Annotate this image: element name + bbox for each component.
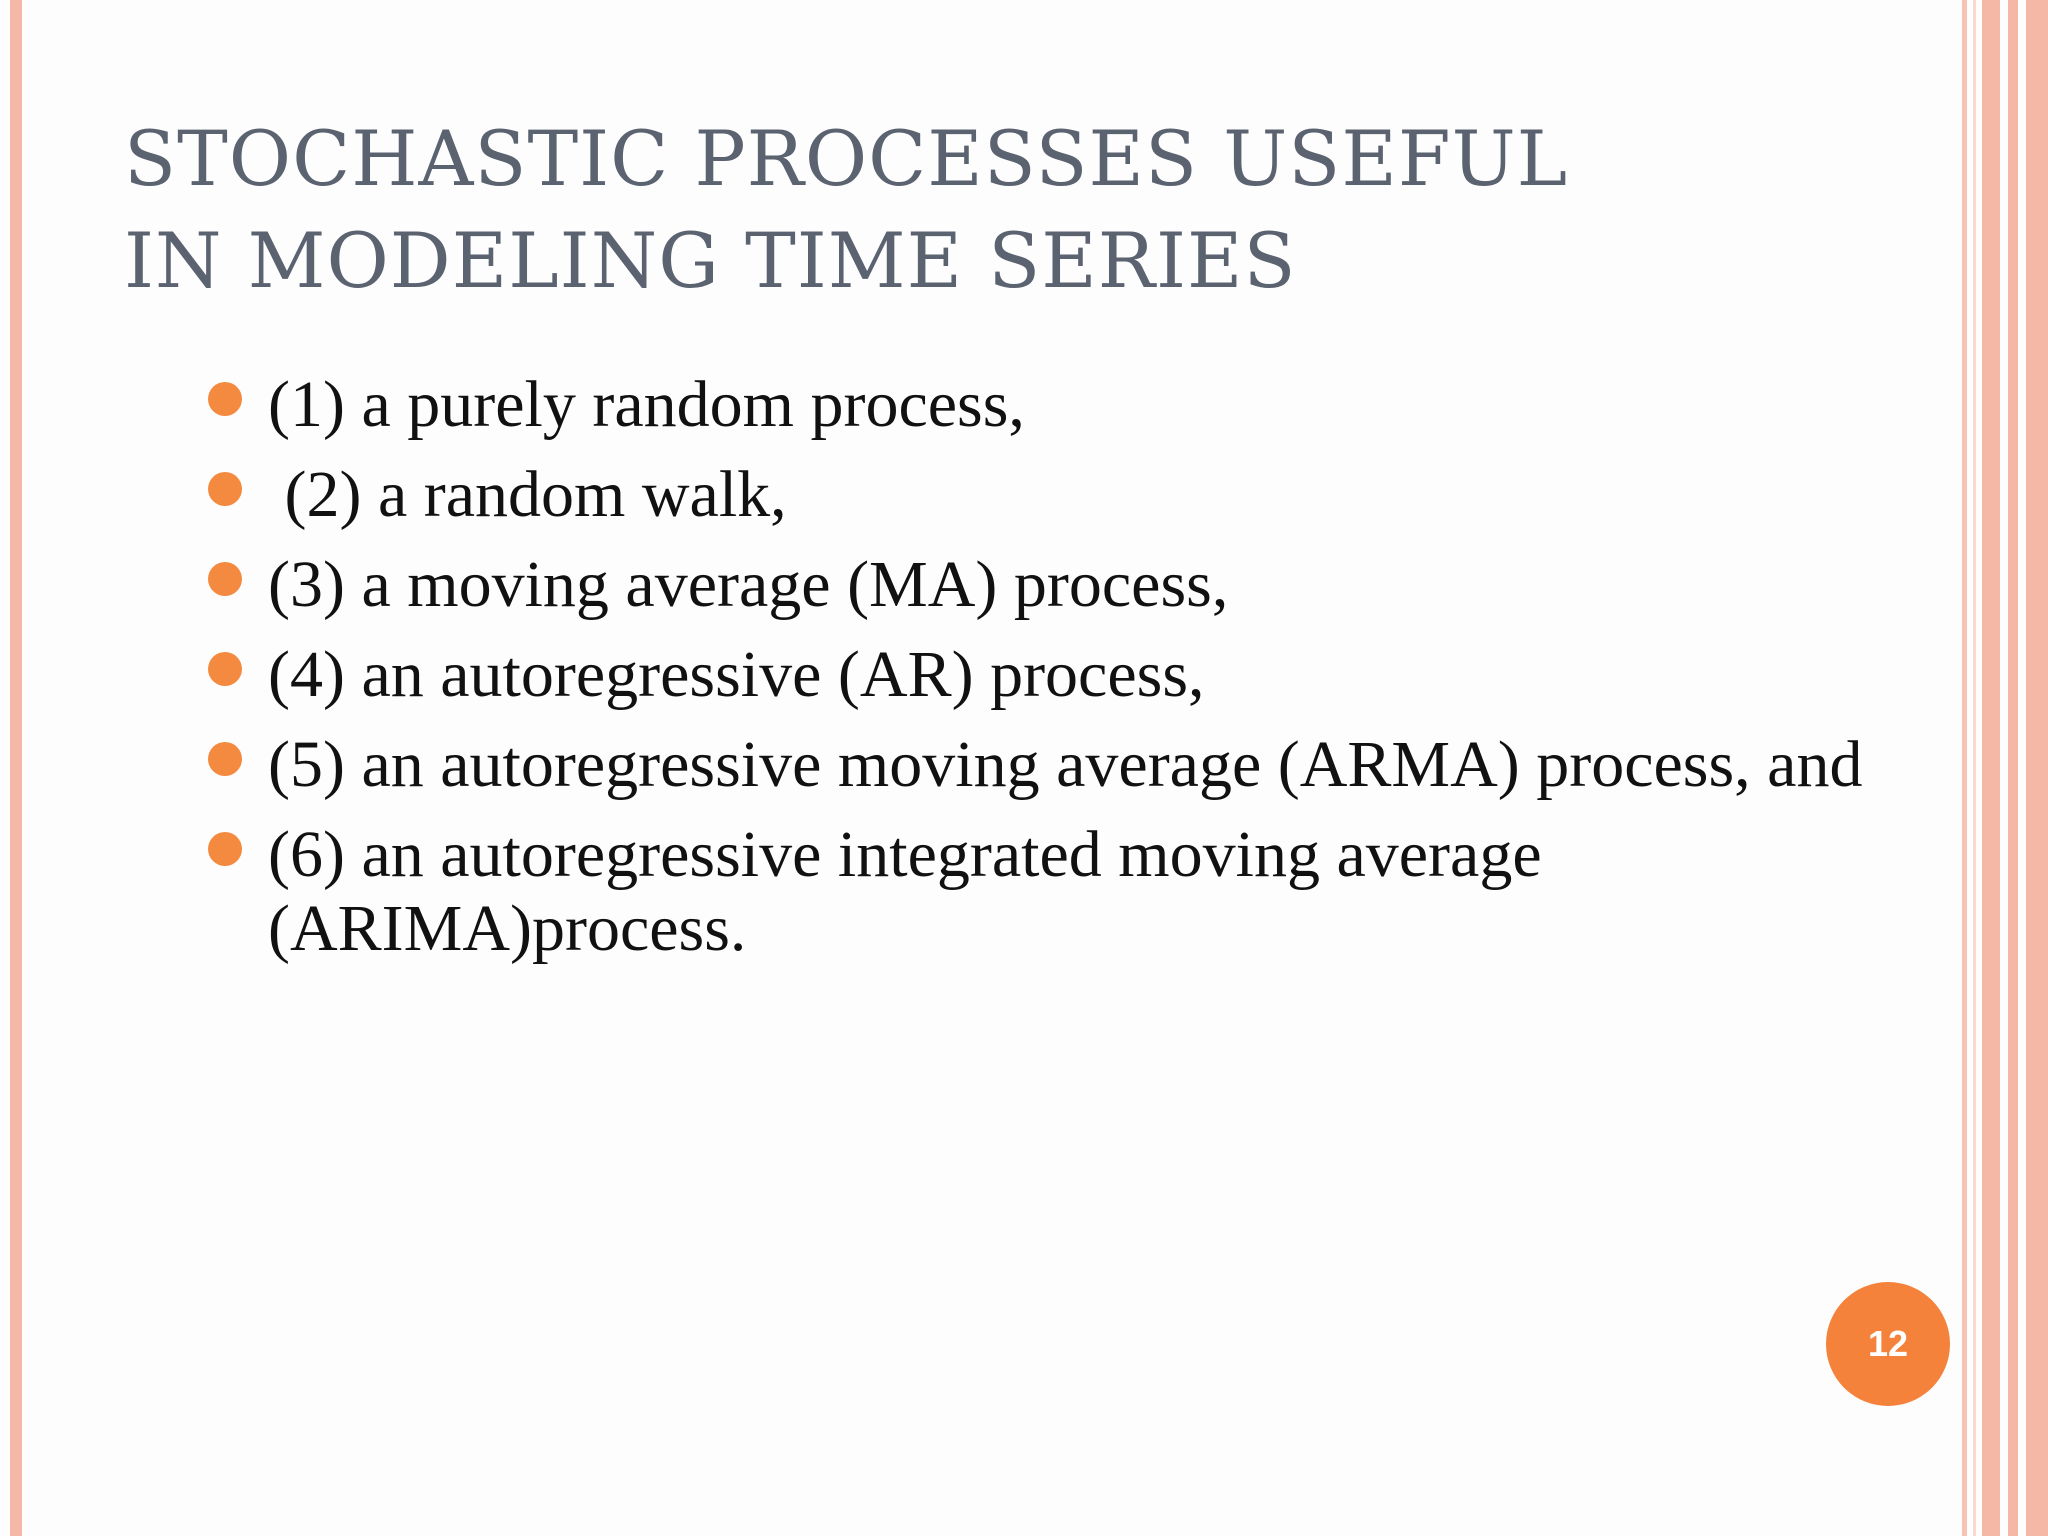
bullet-list bbox=[208, 368, 1928, 982]
bullet-text: (6) an autoregressive integrated moving average (ARIMA)process. bbox=[268, 818, 1542, 965]
bullet-text: (1) a purely random process, bbox=[268, 368, 1025, 441]
bullet-dot-icon bbox=[208, 652, 242, 686]
bullet-text: (5) an autoregressive moving average (ARMA) process, and bbox=[268, 728, 1863, 801]
bullet-dot-icon bbox=[208, 742, 242, 776]
right-border-stripe bbox=[1982, 0, 2000, 1536]
slide-title-line-2: IN MODELING TIME SERIES bbox=[124, 216, 1297, 305]
right-border-stripe bbox=[2008, 0, 2018, 1536]
right-border-stripe bbox=[1973, 0, 1976, 1536]
bullet-text: (2) a random walk, bbox=[268, 458, 787, 531]
right-border-stripe bbox=[2026, 0, 2048, 1536]
list-item bbox=[208, 638, 1928, 712]
bullet-text: (3) a moving average (MA) process, bbox=[268, 548, 1229, 621]
bullet-text: (4) an autoregressive (AR) process, bbox=[268, 638, 1205, 711]
bullet-dot-icon bbox=[208, 382, 242, 416]
list-item bbox=[208, 458, 1928, 532]
right-border-stripe bbox=[1962, 0, 1967, 1536]
slide-title bbox=[124, 108, 1844, 312]
list-item bbox=[208, 368, 1928, 442]
list-item bbox=[208, 728, 1928, 802]
slide-title-line-1: STOCHASTIC PROCESSES USEFUL bbox=[124, 114, 1569, 203]
bullet-dot-icon bbox=[208, 472, 242, 506]
left-border-stripe bbox=[10, 0, 22, 1536]
list-item bbox=[208, 818, 1928, 966]
list-item bbox=[208, 548, 1928, 622]
bullet-dot-icon bbox=[208, 832, 242, 866]
page-number-badge: 12 bbox=[1826, 1282, 1950, 1406]
bullet-dot-icon bbox=[208, 562, 242, 596]
